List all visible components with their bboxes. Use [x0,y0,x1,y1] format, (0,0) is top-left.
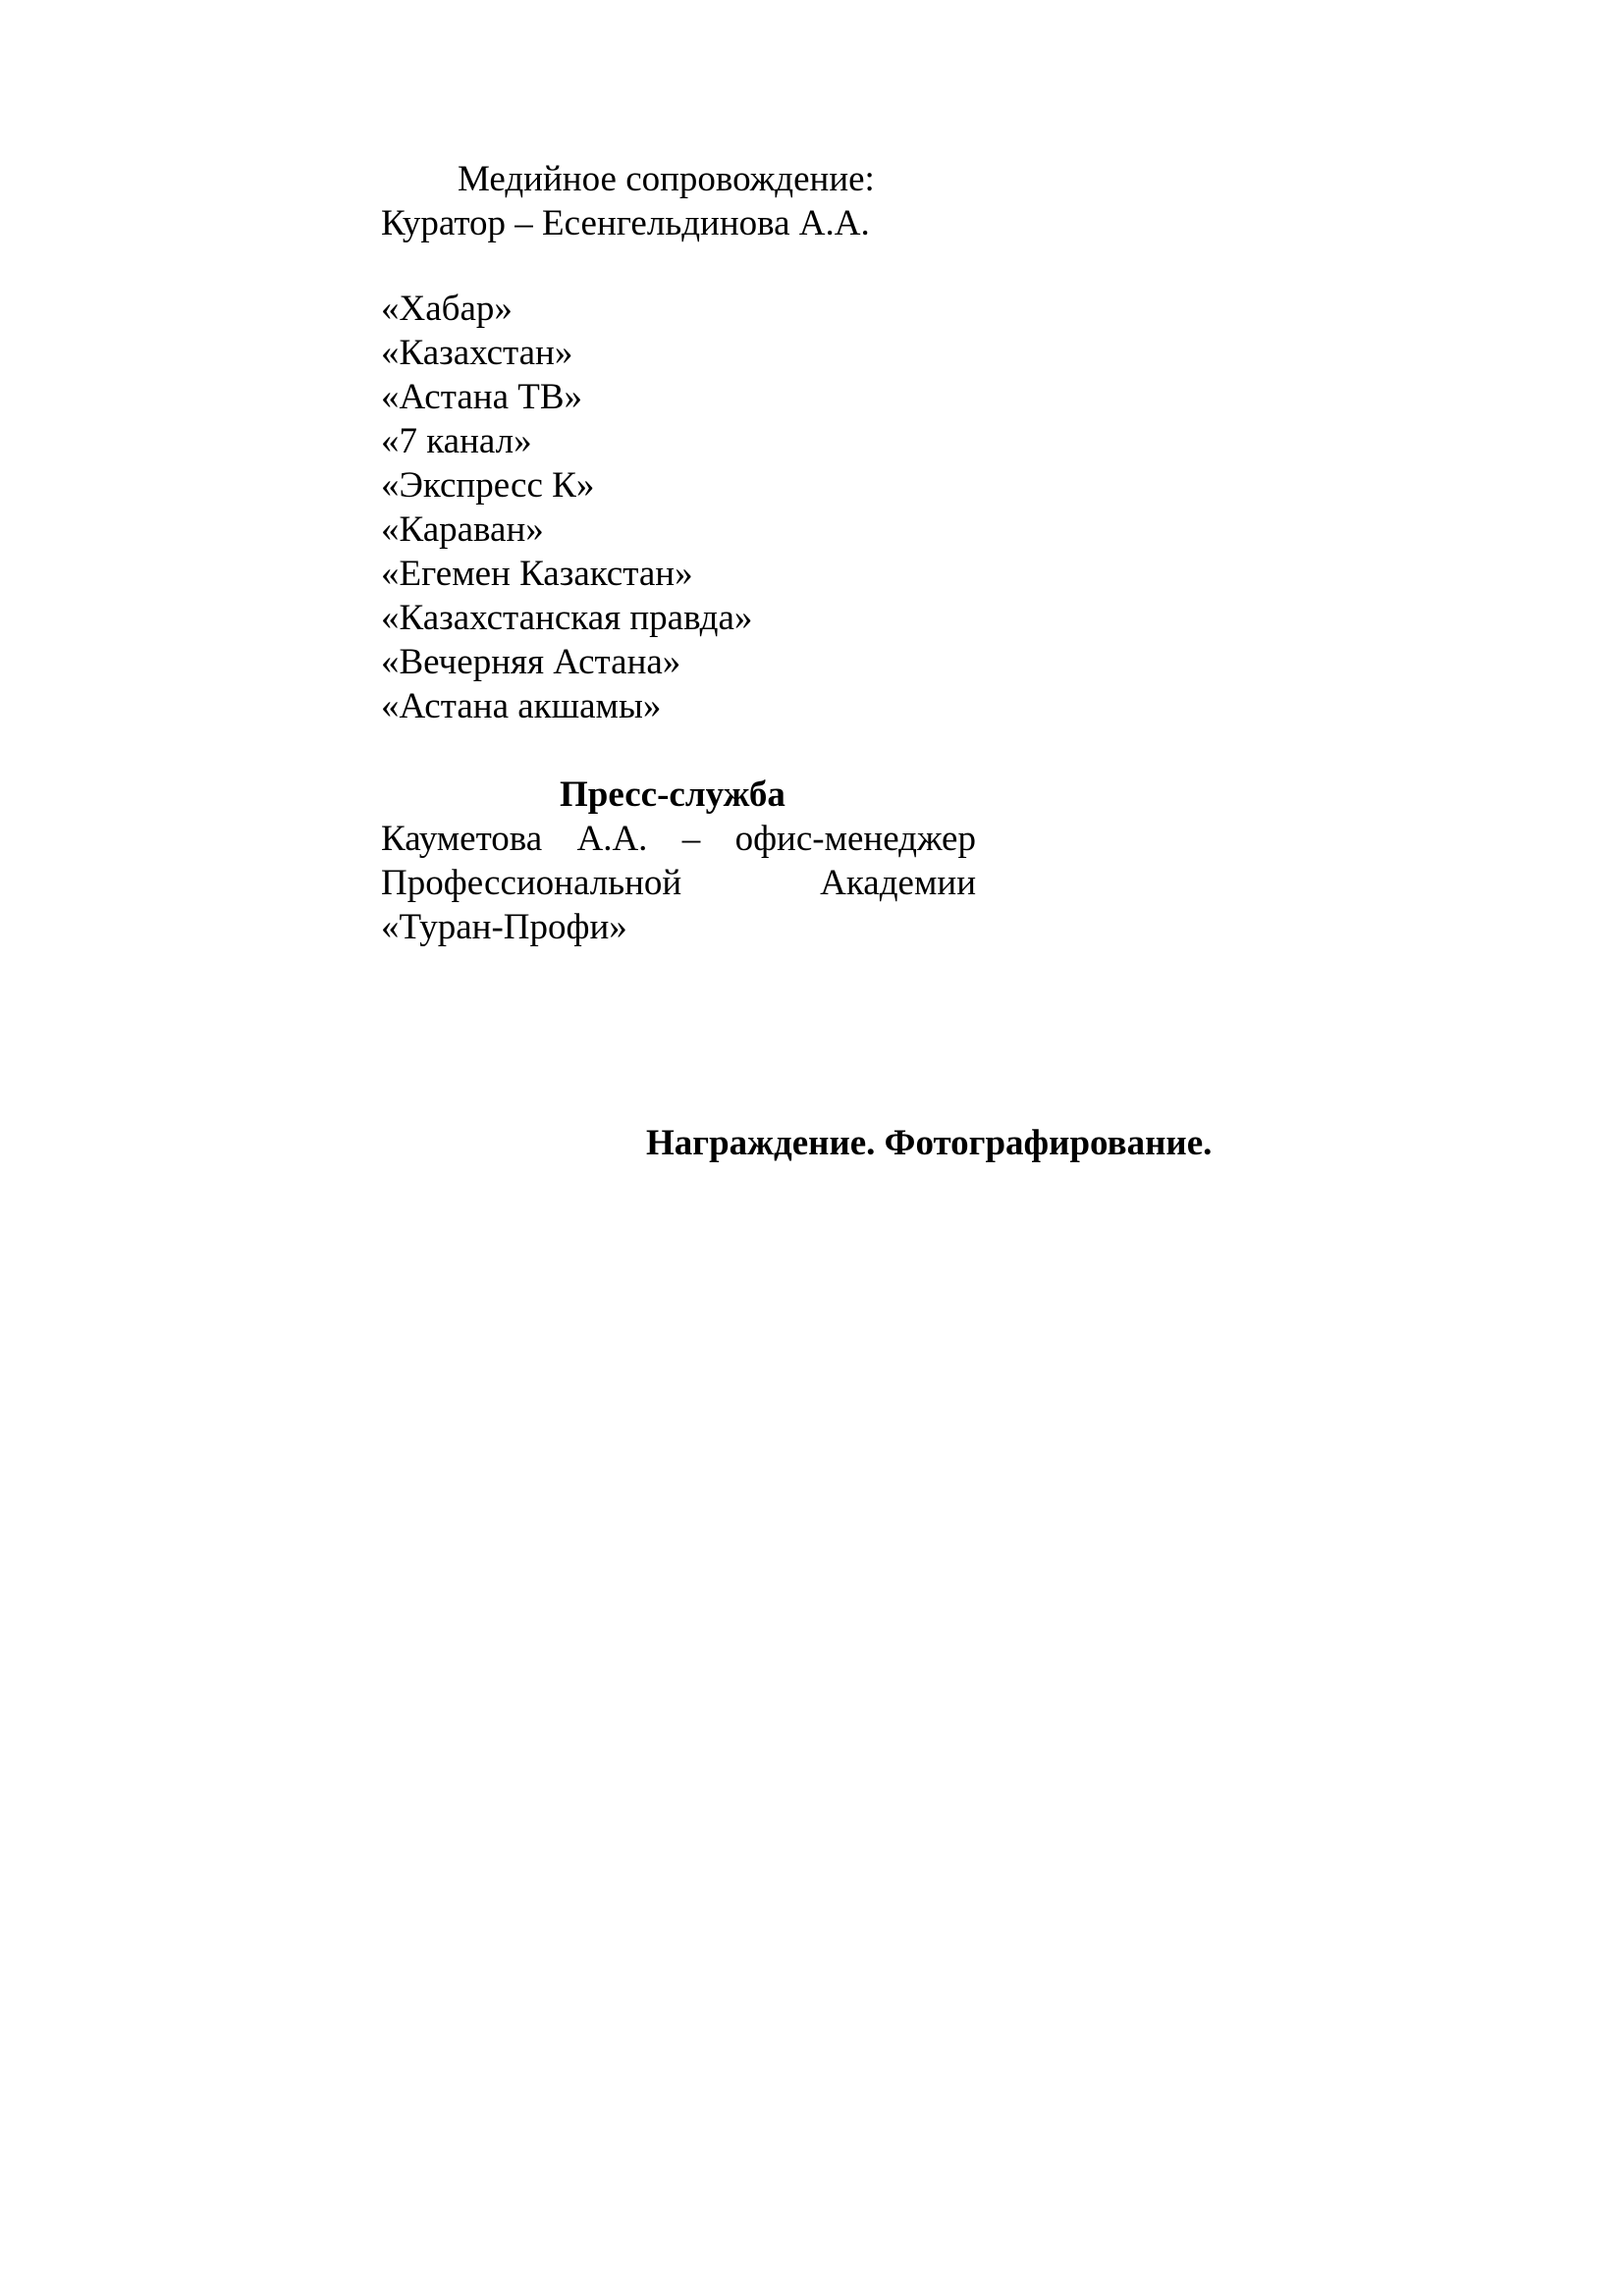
media-outlet-item: «Вечерняя Астана» [381,642,681,682]
media-outlet-item: «Астана ТВ» [381,377,583,417]
closing-line: Награждение. Фотографирование. [646,1123,1213,1163]
press-contact-word: – [681,819,701,859]
media-outlet-item: «Хабар» [381,289,513,329]
media-outlet-item: «Караван» [381,509,544,550]
press-service-contact [381,817,976,949]
media-outlet-item: «Казахстанская правда» [381,598,753,638]
media-outlet-item: «Егемен Казакстан» [381,554,693,594]
media-outlets-list [381,287,752,728]
media-outlet-item: «Астана акшамы» [381,686,662,726]
curator-line: Куратор – Есенгельдинова А.А. [381,203,870,243]
press-contact-line-3 [381,905,976,949]
press-contact-word: Профессиональной [381,863,682,903]
media-outlet-item: «Казахстан» [381,333,573,373]
press-contact-word: офис-менеджер [734,819,976,859]
press-contact-word: «Туран-Профи» [381,907,627,947]
press-contact-line-2 [381,861,976,905]
press-contact-line-1 [381,817,976,861]
press-service-heading: Пресс-служба [560,774,785,815]
media-outlet-item: «7 канал» [381,421,532,461]
press-contact-word: Академии [820,863,976,903]
press-contact-word: Кауметова [381,819,543,859]
media-outlet-item: «Экспресс К» [381,465,595,506]
media-heading: Медийное сопровождение: [458,159,875,199]
press-contact-word: А.А. [576,819,648,859]
